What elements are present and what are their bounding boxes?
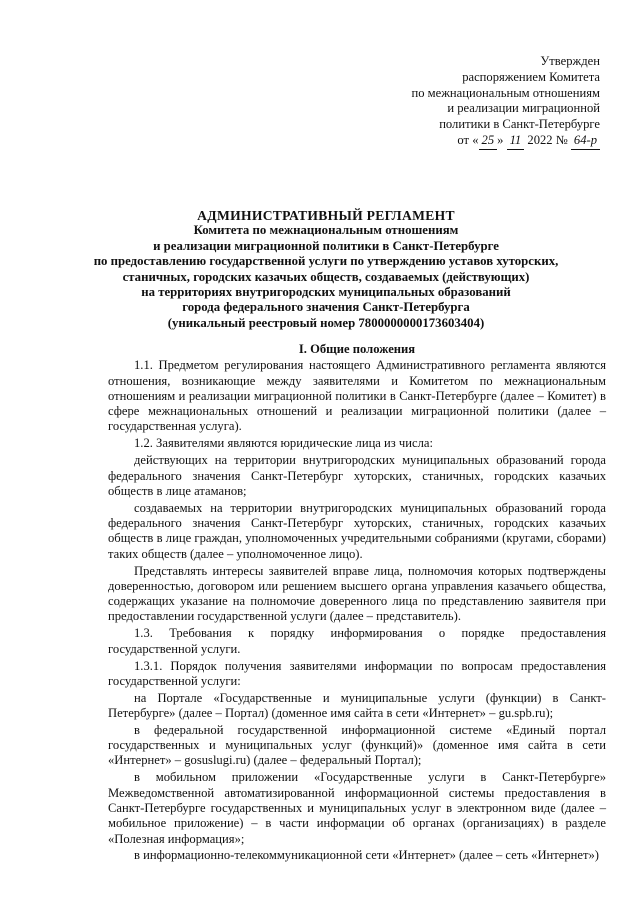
approval-stamp [340,54,600,150]
approval-date-line [340,133,600,150]
approval-year-label: 2022 № [527,132,568,147]
section-title: I. Общие положения [298,342,416,356]
paragraph: в мобильном приложении «Государственные услуги в Санкт-Петербурге» Межведомственной автоматизированной информационной системы предоставления в Санкт-Петербурге государственных и муниципальных услуг в электронном виде (далее – мобильное приложение) – в части информации об органах (организациях) в разделе «Полезная информация»; [108,770,606,846]
approval-line: распоряжением Комитета [462,69,600,84]
document-title: АДМИНИСТРАТИВНЫЙ РЕГЛАМЕНТ [197,208,455,223]
approval-day: 25 [479,133,498,150]
paragraph: действующих на территории внутригородских муниципальных образований города федерального значения Санкт-Петербург хуторских, станичных, городских казачьих обществ в лице атаманов; [108,453,606,498]
approval-line: и реализации миграционной [447,101,600,116]
approval-number: 64-р [571,133,600,150]
document-heading [56,208,596,331]
heading-line: станичных, городских казачьих обществ, создаваемых (действующих) [122,269,530,284]
paragraph: 1.3.1. Порядок получения заявителями информации по вопросам предоставления государственной услуги: [108,658,606,688]
paragraph: 1.3. Требования к порядку информирования о порядке предоставления государственной услуги. [108,626,606,656]
paragraph: в информационно-телекоммуникационной сети «Интернет» (далее – сеть «Интернет») [134,848,599,863]
paragraph: 1.2. Заявителями являются юридические лица из числа: [134,436,433,451]
approval-month: 11 [507,133,525,150]
paragraph: 1.1. Предметом регулирования настоящего Административного регламента являются отношения, возникающие между заявителями и Комитетом по межнациональным отношениям и реализации миграционной политики в Санкт-Петербурге (далее – Комитет) в сфере межнациональных отношений и реализации миграционной политики (далее – государственная услуга). [108,358,606,434]
paragraph: на Портале «Государственные и муниципальные услуги (функции) в Санкт-Петербурге» (далее – Портал) (доменное имя сайта в сети «Интернет» – gu.spb.ru); [108,690,606,720]
date-prefix: от « [457,132,479,147]
date-mid: » [497,132,504,147]
approval-line: политики в Санкт-Петербурге [439,117,600,132]
heading-line: города федерального значения Санкт-Петербурга [182,300,470,315]
paragraph: создаваемых на территории внутригородских муниципальных образований города федерального значения Санкт-Петербург хуторских, станичных, городских казачьих обществ в лице граждан, уполномоченных учредительными собраниями (кругами, сборами) таких обществ (далее – уполномоченное лицо). [108,500,606,561]
heading-line: на территориях внутригородских муниципальных образований [141,285,511,300]
document-body [108,342,606,865]
heading-line: Комитета по межнациональным отношениям [193,223,459,238]
heading-line: и реализации миграционной политики в Санкт-Петербурге [153,238,499,253]
approval-line: по межнациональным отношениям [411,85,600,100]
paragraph: Представлять интересы заявителей вправе лица, полномочия которых подтверждены доверенностью, договором или решением высшего органа управления казачьего общества, содержащих указание на полномочие доверенного лица по представлению заявителя при предоставлении государственной услуги (далее – представитель). [108,563,606,624]
approval-line: Утвержден [540,54,600,68]
heading-line: (уникальный реестровый номер 7800000000173603404) [167,315,485,330]
heading-line: по предоставлению государственной услуги по утверждению уставов хуторских, [93,254,559,269]
paragraph: в федеральной государственной информационной системе «Единый портал государственных и муниципальных услуг (функций)» (доменное имя сайта в сети «Интернет» – gosuslugi.ru) (далее – федеральный Портал); [108,722,606,768]
